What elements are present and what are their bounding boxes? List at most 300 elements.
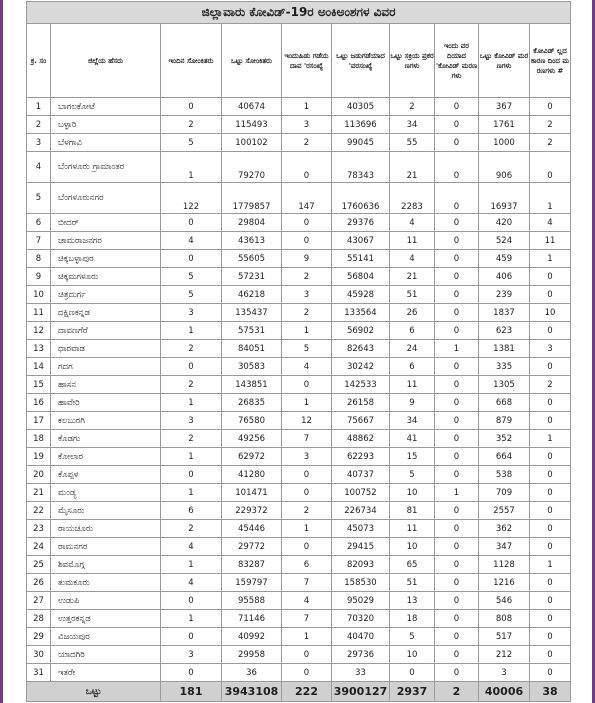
serial-cell: 23 <box>27 520 51 538</box>
value-cell: 133564 <box>332 304 390 322</box>
value-cell: 2283 <box>390 183 435 214</box>
value-cell: 4 <box>161 574 222 592</box>
value-cell: 147 <box>282 183 332 214</box>
value-cell: 0 <box>435 286 479 304</box>
serial-cell: 21 <box>27 484 51 502</box>
value-cell: 29958 <box>222 646 282 664</box>
value-cell: 2 <box>282 304 332 322</box>
value-cell: 0 <box>161 214 222 232</box>
total-value-cell: 181 <box>161 682 222 702</box>
table-row <box>27 376 571 394</box>
district-name-cell: ತುಮಕೂರು <box>51 574 161 592</box>
value-cell: 2 <box>390 98 435 116</box>
serial-cell: 3 <box>27 134 51 152</box>
value-cell: 15 <box>390 448 435 466</box>
value-cell: 709 <box>479 484 530 502</box>
value-cell: 45446 <box>222 520 282 538</box>
district-name-cell: ಧಾರವಾಡ <box>51 340 161 358</box>
value-cell: 0 <box>435 116 479 134</box>
value-cell: 57231 <box>222 268 282 286</box>
value-cell: 0 <box>161 664 222 682</box>
value-cell: 55605 <box>222 250 282 268</box>
value-cell: 143851 <box>222 376 282 394</box>
table-row <box>27 340 571 358</box>
value-cell: 43613 <box>222 232 282 250</box>
district-name-cell: ಇತರೇ <box>51 664 161 682</box>
district-name-cell: ದಾವಣಗೆರೆ <box>51 322 161 340</box>
value-cell: 16937 <box>479 183 530 214</box>
value-cell: 45928 <box>332 286 390 304</box>
value-cell: 1 <box>282 98 332 116</box>
value-cell: 7 <box>282 610 332 628</box>
table-row <box>27 152 571 183</box>
table-row <box>27 214 571 232</box>
value-cell: 1 <box>435 484 479 502</box>
value-cell: 1 <box>161 322 222 340</box>
value-cell: 1 <box>530 430 571 448</box>
value-cell: 0 <box>530 358 571 376</box>
total-label: ಒಟ್ಟು <box>27 682 161 702</box>
serial-cell: 13 <box>27 340 51 358</box>
table-row <box>27 466 571 484</box>
table-row <box>27 304 571 322</box>
serial-cell: 1 <box>27 98 51 116</box>
serial-cell: 22 <box>27 502 51 520</box>
value-cell: 0 <box>435 98 479 116</box>
value-cell: 82643 <box>332 340 390 358</box>
district-name-cell: ಉತ್ತರಕನ್ನಡ <box>51 610 161 628</box>
value-cell: 212 <box>479 646 530 664</box>
value-cell: 0 <box>435 250 479 268</box>
value-cell: 1 <box>282 322 332 340</box>
value-cell: 10 <box>390 646 435 664</box>
value-cell: 41 <box>390 430 435 448</box>
value-cell: 0 <box>435 466 479 484</box>
value-cell: 0 <box>435 664 479 682</box>
district-name-cell: ಹಾಸನ <box>51 376 161 394</box>
value-cell: 362 <box>479 520 530 538</box>
column-header-6: ಒಟ್ಟು ಸಕ್ರಿಯ ಪ್ರಕರಣಗಳು <box>390 24 435 98</box>
header-row <box>27 24 571 98</box>
column-header-0: ಕ್ರ. ಸಂ <box>27 24 51 98</box>
value-cell: 7 <box>282 574 332 592</box>
value-cell: 33 <box>332 664 390 682</box>
value-cell: 21 <box>390 152 435 183</box>
serial-cell: 16 <box>27 394 51 412</box>
value-cell: 1128 <box>479 556 530 574</box>
value-cell: 84051 <box>222 340 282 358</box>
serial-cell: 18 <box>27 430 51 448</box>
district-name-cell: ವಿಜಯಪುರ <box>51 628 161 646</box>
value-cell: 0 <box>435 628 479 646</box>
value-cell: 524 <box>479 232 530 250</box>
value-cell: 406 <box>479 268 530 286</box>
value-cell: 0 <box>435 538 479 556</box>
value-cell: 10 <box>530 304 571 322</box>
serial-cell: 29 <box>27 628 51 646</box>
total-value-cell: 222 <box>282 682 332 702</box>
value-cell: 81 <box>390 502 435 520</box>
value-cell: 40992 <box>222 628 282 646</box>
value-cell: 0 <box>282 214 332 232</box>
value-cell: 18 <box>390 610 435 628</box>
value-cell: 101471 <box>222 484 282 502</box>
value-cell: 1 <box>161 152 222 183</box>
table-row <box>27 232 571 250</box>
serial-cell: 6 <box>27 214 51 232</box>
total-value-cell: 38 <box>530 682 571 702</box>
value-cell: 1 <box>282 520 332 538</box>
total-value-cell: 3900127 <box>332 682 390 702</box>
value-cell: 0 <box>435 394 479 412</box>
value-cell: 0 <box>435 358 479 376</box>
district-name-cell: ಕೊಪ್ಪಳ <box>51 466 161 484</box>
value-cell: 0 <box>435 556 479 574</box>
table-row <box>27 664 571 682</box>
value-cell: 1216 <box>479 574 530 592</box>
value-cell: 1 <box>435 340 479 358</box>
value-cell: 2 <box>161 340 222 358</box>
value-cell: 229372 <box>222 502 282 520</box>
serial-cell: 31 <box>27 664 51 682</box>
value-cell: 0 <box>530 664 571 682</box>
serial-cell: 7 <box>27 232 51 250</box>
value-cell: 2 <box>161 376 222 394</box>
value-cell: 2 <box>161 116 222 134</box>
value-cell: 4 <box>282 358 332 376</box>
table-row <box>27 448 571 466</box>
value-cell: 56804 <box>332 268 390 286</box>
table-row <box>27 322 571 340</box>
serial-cell: 20 <box>27 466 51 484</box>
value-cell: 367 <box>479 98 530 116</box>
value-cell: 142533 <box>332 376 390 394</box>
covid-district-table <box>26 1 571 702</box>
value-cell: 0 <box>282 664 332 682</box>
value-cell: 34 <box>390 116 435 134</box>
district-name-cell: ಕೋಲಾರ <box>51 448 161 466</box>
value-cell: 0 <box>435 183 479 214</box>
table-row <box>27 250 571 268</box>
value-cell: 29376 <box>332 214 390 232</box>
serial-cell: 28 <box>27 610 51 628</box>
table-row <box>27 628 571 646</box>
value-cell: 51 <box>390 286 435 304</box>
value-cell: 26835 <box>222 394 282 412</box>
value-cell: 0 <box>530 412 571 430</box>
value-cell: 100102 <box>222 134 282 152</box>
value-cell: 664 <box>479 448 530 466</box>
value-cell: 3 <box>530 340 571 358</box>
total-value-cell: 40006 <box>479 682 530 702</box>
table-row <box>27 502 571 520</box>
district-name-cell: ಹಾವೇರಿ <box>51 394 161 412</box>
value-cell: 1761 <box>479 116 530 134</box>
district-name-cell: ಬೀದರ್ <box>51 214 161 232</box>
value-cell: 3 <box>161 646 222 664</box>
value-cell: 1000 <box>479 134 530 152</box>
value-cell: 0 <box>161 592 222 610</box>
serial-cell: 25 <box>27 556 51 574</box>
value-cell: 0 <box>530 98 571 116</box>
district-name-cell: ಬಾಗಲಕೋಟೆ <box>51 98 161 116</box>
column-header-2: ಇಂದಿನ ಸೋಂಕಿತರು <box>161 24 222 98</box>
value-cell: 0 <box>282 646 332 664</box>
value-cell: 0 <box>530 538 571 556</box>
value-cell: 159797 <box>222 574 282 592</box>
value-cell: 1837 <box>479 304 530 322</box>
value-cell: 41280 <box>222 466 282 484</box>
total-value-cell: 2937 <box>390 682 435 702</box>
value-cell: 0 <box>530 646 571 664</box>
value-cell: 0 <box>530 610 571 628</box>
value-cell: 51 <box>390 574 435 592</box>
value-cell: 0 <box>530 484 571 502</box>
value-cell: 0 <box>530 628 571 646</box>
value-cell: 5 <box>161 268 222 286</box>
value-cell: 34 <box>390 412 435 430</box>
value-cell: 0 <box>282 376 332 394</box>
total-row <box>27 682 571 702</box>
serial-cell: 12 <box>27 322 51 340</box>
value-cell: 83287 <box>222 556 282 574</box>
value-cell: 99045 <box>332 134 390 152</box>
value-cell: 2 <box>530 134 571 152</box>
serial-cell: 9 <box>27 268 51 286</box>
serial-cell: 17 <box>27 412 51 430</box>
table-body <box>27 98 571 682</box>
value-cell: 1779857 <box>222 183 282 214</box>
table-row <box>27 646 571 664</box>
value-cell: 6 <box>390 358 435 376</box>
value-cell: 46218 <box>222 286 282 304</box>
value-cell: 70320 <box>332 610 390 628</box>
value-cell: 0 <box>282 538 332 556</box>
value-cell: 36 <box>222 664 282 682</box>
value-cell: 82093 <box>332 556 390 574</box>
table-row <box>27 574 571 592</box>
value-cell: 2 <box>530 376 571 394</box>
value-cell: 1381 <box>479 340 530 358</box>
value-cell: 0 <box>435 134 479 152</box>
value-cell: 76580 <box>222 412 282 430</box>
value-cell: 668 <box>479 394 530 412</box>
value-cell: 3 <box>161 412 222 430</box>
value-cell: 55141 <box>332 250 390 268</box>
column-header-4: ಇಂದುಹಿಡು ಗಡೆಯದಾವ 'ರಸಂಖ್ಯೆ <box>282 24 332 98</box>
value-cell: 12 <box>282 412 332 430</box>
district-name-cell: ಬೆಳಗಾವಿ <box>51 134 161 152</box>
value-cell: 26 <box>390 304 435 322</box>
district-name-cell: ಚಾಮರಾಜನಗರ <box>51 232 161 250</box>
value-cell: 5 <box>161 134 222 152</box>
value-cell: 3 <box>479 664 530 682</box>
value-cell: 29736 <box>332 646 390 664</box>
value-cell: 1 <box>282 628 332 646</box>
value-cell: 1 <box>161 610 222 628</box>
district-name-cell: ಬಳ್ಳಾರಿ <box>51 116 161 134</box>
value-cell: 55 <box>390 134 435 152</box>
district-name-cell: ಚಿಕ್ಕಮಗಳೂರು <box>51 268 161 286</box>
value-cell: 0 <box>435 448 479 466</box>
value-cell: 11 <box>390 232 435 250</box>
value-cell: 2 <box>530 116 571 134</box>
district-name-cell: ಮಂಡ್ಯ <box>51 484 161 502</box>
value-cell: 26158 <box>332 394 390 412</box>
value-cell: 0 <box>435 304 479 322</box>
value-cell: 0 <box>282 466 332 484</box>
value-cell: 62293 <box>332 448 390 466</box>
value-cell: 5 <box>282 340 332 358</box>
district-name-cell: ಬೆಂಗಳೂರುನಗರ <box>51 183 161 214</box>
table-row <box>27 556 571 574</box>
value-cell: 78343 <box>332 152 390 183</box>
value-cell: 57531 <box>222 322 282 340</box>
value-cell: 40305 <box>332 98 390 116</box>
value-cell: 11 <box>390 376 435 394</box>
table-row <box>27 98 571 116</box>
value-cell: 5 <box>161 286 222 304</box>
value-cell: 4 <box>161 232 222 250</box>
value-cell: 0 <box>435 214 479 232</box>
serial-cell: 10 <box>27 286 51 304</box>
value-cell: 4 <box>282 592 332 610</box>
value-cell: 6 <box>161 502 222 520</box>
value-cell: 517 <box>479 628 530 646</box>
column-header-3: ಒಟ್ಟು ಸೋಂಕಿತರು <box>222 24 282 98</box>
value-cell: 546 <box>479 592 530 610</box>
district-name-cell: ಕಲಬುರಗಿ <box>51 412 161 430</box>
table-row <box>27 592 571 610</box>
value-cell: 113696 <box>332 116 390 134</box>
serial-cell: 24 <box>27 538 51 556</box>
value-cell: 1 <box>530 556 571 574</box>
value-cell: 0 <box>161 628 222 646</box>
column-header-8: ಒಟ್ಟು ಕೋವಿಡ್ ಮರಣಗಳು <box>479 24 530 98</box>
value-cell: 4 <box>161 538 222 556</box>
value-cell: 1 <box>530 250 571 268</box>
value-cell: 30242 <box>332 358 390 376</box>
value-cell: 0 <box>161 250 222 268</box>
value-cell: 2557 <box>479 502 530 520</box>
value-cell: 1 <box>161 556 222 574</box>
value-cell: 5 <box>390 628 435 646</box>
value-cell: 0 <box>530 574 571 592</box>
value-cell: 0 <box>435 322 479 340</box>
value-cell: 906 <box>479 152 530 183</box>
column-header-9: ಕೋವಿಡ್‌ ಲ್ಲದಕಾರಣ ದಿಂದ ಮರಣಗಳು # <box>530 24 571 98</box>
value-cell: 5 <box>390 466 435 484</box>
value-cell: 6 <box>282 556 332 574</box>
value-cell: 3 <box>282 116 332 134</box>
serial-cell: 8 <box>27 250 51 268</box>
value-cell: 29804 <box>222 214 282 232</box>
value-cell: 9 <box>390 394 435 412</box>
value-cell: 10 <box>390 484 435 502</box>
value-cell: 0 <box>435 268 479 286</box>
value-cell: 43067 <box>332 232 390 250</box>
value-cell: 3 <box>282 448 332 466</box>
value-cell: 75667 <box>332 412 390 430</box>
value-cell: 4 <box>390 250 435 268</box>
district-name-cell: ಚಿತ್ರದುರ್ಗ <box>51 286 161 304</box>
value-cell: 122 <box>161 183 222 214</box>
value-cell: 0 <box>530 322 571 340</box>
value-cell: 0 <box>435 520 479 538</box>
serial-cell: 11 <box>27 304 51 322</box>
value-cell: 0 <box>435 152 479 183</box>
value-cell: 1 <box>282 394 332 412</box>
district-name-cell: ಮೈಸೂರು <box>51 502 161 520</box>
table-row <box>27 538 571 556</box>
value-cell: 0 <box>530 502 571 520</box>
value-cell: 2 <box>161 430 222 448</box>
value-cell: 459 <box>479 250 530 268</box>
value-cell: 62972 <box>222 448 282 466</box>
value-cell: 0 <box>435 376 479 394</box>
value-cell: 0 <box>390 664 435 682</box>
value-cell: 7 <box>282 430 332 448</box>
value-cell: 1 <box>161 484 222 502</box>
value-cell: 808 <box>479 610 530 628</box>
value-cell: 2 <box>282 134 332 152</box>
value-cell: 1760636 <box>332 183 390 214</box>
value-cell: 0 <box>530 448 571 466</box>
value-cell: 239 <box>479 286 530 304</box>
value-cell: 10 <box>390 538 435 556</box>
value-cell: 4 <box>390 214 435 232</box>
table-row <box>27 520 571 538</box>
value-cell: 0 <box>435 502 479 520</box>
value-cell: 56902 <box>332 322 390 340</box>
value-cell: 45073 <box>332 520 390 538</box>
value-cell: 4 <box>530 214 571 232</box>
value-cell: 0 <box>435 610 479 628</box>
value-cell: 0 <box>530 592 571 610</box>
district-name-cell: ಉಡುಪಿ <box>51 592 161 610</box>
value-cell: 40737 <box>332 466 390 484</box>
serial-cell: 27 <box>27 592 51 610</box>
value-cell: 0 <box>161 358 222 376</box>
value-cell: 1305 <box>479 376 530 394</box>
value-cell: 0 <box>530 286 571 304</box>
table-title: ಜಿಲ್ಲಾವಾರು ಕೋವಿಡ್-19ರ ಅಂಕಿಅಂಶಗಳ ವಿವರ <box>27 2 571 24</box>
value-cell: 3 <box>282 286 332 304</box>
value-cell: 30583 <box>222 358 282 376</box>
column-header-1: ಜಿಲ್ಲೆಯ ಹೆಸರು <box>51 24 161 98</box>
value-cell: 0 <box>435 412 479 430</box>
district-name-cell: ಯಾದಗಿರಿ <box>51 646 161 664</box>
value-cell: 40470 <box>332 628 390 646</box>
serial-cell: 2 <box>27 116 51 134</box>
value-cell: 0 <box>161 98 222 116</box>
value-cell: 347 <box>479 538 530 556</box>
value-cell: 6 <box>390 322 435 340</box>
value-cell: 0 <box>161 466 222 484</box>
table-row <box>27 610 571 628</box>
value-cell: 0 <box>435 430 479 448</box>
value-cell: 9 <box>282 250 332 268</box>
value-cell: 24 <box>390 340 435 358</box>
serial-cell: 19 <box>27 448 51 466</box>
total-value-cell: 3943108 <box>222 682 282 702</box>
column-header-7: ಇಂದು ವರದಿಯಾದ 'ಕೋವಿಡ್ ಮರಣಗಳು <box>435 24 479 98</box>
value-cell: 11 <box>390 520 435 538</box>
serial-cell: 15 <box>27 376 51 394</box>
value-cell: 0 <box>435 592 479 610</box>
table-row <box>27 286 571 304</box>
district-name-cell: ದಕ್ಷಿಣಕನ್ನಡ <box>51 304 161 322</box>
